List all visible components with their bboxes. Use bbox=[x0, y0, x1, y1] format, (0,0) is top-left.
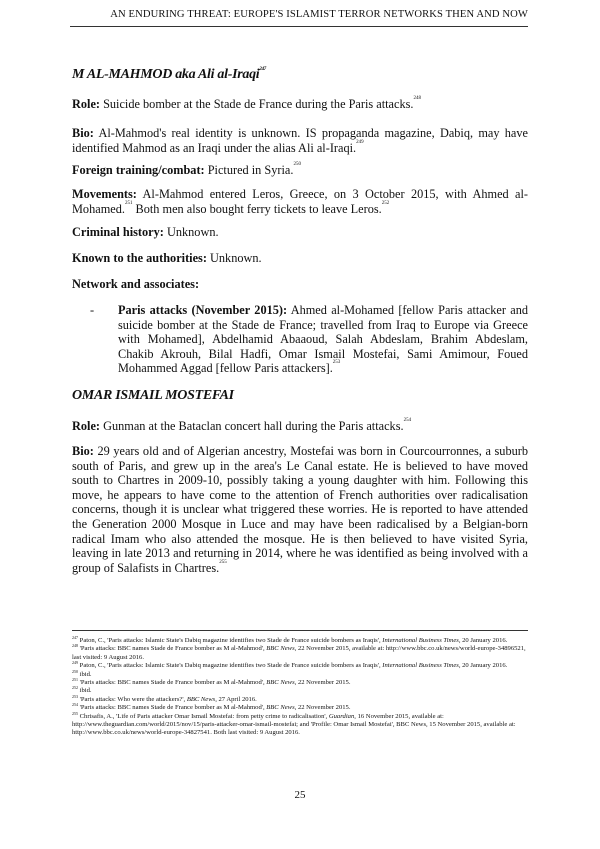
footnote-text: , 20 January 2016. bbox=[458, 662, 508, 670]
footnote-text: Paton, C., 'Paris attacks: Islamic State's Dabiq magazine identifies two Stade de France suicide bombers as Iraqis', bbox=[78, 637, 383, 644]
footnote-number: 255 bbox=[72, 710, 78, 716]
network-label: Network and associates: bbox=[72, 277, 200, 291]
role-label: Role: bbox=[72, 419, 100, 433]
footnote-source: BBC News bbox=[266, 645, 295, 653]
footnote-ref[interactable]: 253 bbox=[332, 360, 341, 366]
role-text: Gunman at the Bataclan concert hall during the Paris attacks. bbox=[100, 419, 404, 433]
footnote-text: 'Paris attacks: Who were the attackers?', bbox=[78, 695, 187, 703]
footnote-number: 248 bbox=[72, 643, 78, 649]
footnote-text: , 22 November 2015. bbox=[294, 679, 351, 687]
footnote-text: ibid. bbox=[78, 670, 92, 678]
footnote-text: ibid. bbox=[78, 687, 92, 695]
footnote bbox=[72, 693, 528, 704]
movements-text: Al-Mahmod entered Leros, Greece, on 3 October 2015, with Ahmed al-Mohamed. bbox=[72, 187, 528, 216]
footnote-text: , 27 April 2016. bbox=[215, 695, 257, 703]
footnote-ref[interactable]: 250 bbox=[293, 162, 301, 167]
footnote-text: , 22 November 2015, available at: http://www.bbc.co.uk/news/world-europe-34896521, last visited: 9 August 2016. bbox=[72, 645, 526, 661]
footnote-number: 254 bbox=[72, 702, 78, 708]
training-paragraph bbox=[72, 163, 528, 178]
footnote bbox=[72, 710, 528, 738]
footnote-source: International Business Times bbox=[382, 662, 459, 670]
footnote bbox=[72, 679, 528, 687]
bullet-dash: - bbox=[90, 303, 95, 317]
footnote-number: 250 bbox=[72, 668, 78, 674]
footnote-number: 247 bbox=[72, 635, 78, 640]
criminal-paragraph bbox=[72, 225, 528, 240]
footnote bbox=[72, 687, 528, 695]
list-item bbox=[72, 303, 528, 376]
footnote-text: 'Paris attacks: BBC names Stade de France bomber as M al-Mahmod', bbox=[78, 679, 267, 687]
bio-paragraph bbox=[72, 444, 528, 575]
footnote-source: BBC News bbox=[266, 679, 295, 687]
footnote-ref[interactable]: 254 bbox=[403, 418, 412, 423]
footnote-text: 'Paris attacks: BBC names Stade de France bomber as M al-Mahmod', bbox=[78, 704, 267, 712]
criminal-text: Unknown. bbox=[163, 225, 219, 239]
role-paragraph bbox=[72, 97, 528, 112]
known-text: Unknown. bbox=[206, 251, 262, 265]
role-paragraph bbox=[72, 419, 528, 434]
bullet-text: Ahmed al-Mohamed [fellow Paris attacker and suicide bomber at the Stade de France; travelled from Iraq to Europe via Greece with Mohamed], Abdelhamid Abaaoud, Salah Abdeslam, Brahim Abdeslam, Chakib Akrouh, Bilal Hadfi, Omar Ismail Mostefai, Sami Amimour, Foued Mohammed Aggad [fellow Paris attackers]. bbox=[118, 303, 528, 376]
footnote-source: International Business Times bbox=[382, 637, 459, 644]
footnote-text: , 16 November 2015, available at: http://www.theguardian.com/world/2015/nov/15/paris-attacker-omar-ismail-mostefai; and 'Profile: Omar Ismail Mostefai', BBC News, 15 November 2015, available at: http://www.bbc.co.uk/news/world-europe-34827541. Both last visited: 9 August 2016. bbox=[72, 712, 516, 737]
bio-paragraph bbox=[72, 126, 528, 155]
footnote-source: BBC News bbox=[266, 704, 295, 712]
footnote-number: 253 bbox=[72, 693, 78, 699]
footnote-ref[interactable]: 251 bbox=[124, 200, 133, 206]
footnote-source: BBC News bbox=[186, 695, 216, 703]
section-heading-mostefai: OMAR ISMAIL MOSTEFAI bbox=[72, 388, 234, 403]
footnote-ref[interactable]: 247 bbox=[259, 67, 266, 72]
footnote bbox=[72, 704, 528, 712]
role-text: Suicide bomber at the Stade de France during the Paris attacks. bbox=[100, 97, 414, 111]
footnote-source: Guardian bbox=[328, 712, 355, 720]
page-number: 25 bbox=[294, 789, 306, 801]
known-paragraph bbox=[72, 251, 528, 266]
movements-paragraph bbox=[72, 187, 528, 216]
role-label: Role: bbox=[72, 97, 100, 111]
footnote-ref[interactable]: 248 bbox=[413, 96, 421, 101]
movements-label: Movements: bbox=[72, 187, 137, 201]
footnote-separator bbox=[72, 630, 528, 631]
footnote-number: 251 bbox=[72, 677, 78, 683]
footnote-number: 252 bbox=[72, 685, 78, 691]
footnote-text: Paton, C., 'Paris attacks: Islamic State's Dabiq magazine identifies two Stade de France suicide bombers as Iraqis', bbox=[78, 662, 383, 670]
bullet-label: Paris attacks (November 2015): bbox=[118, 303, 288, 317]
criminal-label: Criminal history: bbox=[72, 225, 164, 239]
footnote bbox=[72, 645, 528, 662]
training-text: Pictured in Syria. bbox=[204, 163, 294, 177]
footnote-ref[interactable]: 249 bbox=[356, 139, 364, 145]
footnote-ref[interactable]: 255 bbox=[219, 559, 227, 565]
footnote-number: 249 bbox=[72, 660, 78, 666]
network-heading bbox=[72, 277, 528, 292]
section-heading-al-mahmod bbox=[72, 68, 528, 83]
running-header: AN ENDURING THREAT: EUROPE'S ISLAMIST TERROR NETWORKS THEN AND NOW bbox=[110, 9, 528, 20]
footnote-text: , 20 January 2016. bbox=[458, 637, 508, 644]
known-label: Known to the authorities: bbox=[72, 251, 207, 265]
footnote-text: Chrisafis, A., 'Life of Paris attacker Omar Ismail Mostefai: from petty crime to radicalisation', bbox=[78, 712, 329, 720]
movements-text: Both men also bought ferry tickets to leave Leros. bbox=[132, 201, 382, 216]
heading-text: M AL-MAHMOD aka Ali al-Iraqi bbox=[72, 67, 260, 82]
bio-label: Bio: bbox=[72, 444, 94, 458]
footnote bbox=[72, 668, 528, 679]
bio-label: Bio: bbox=[72, 126, 94, 140]
bio-text: 29 years old and of Algerian ancestry, Mostefai was born in Courcourronnes, a suburb south of Paris, and grew up in the area's Le Canal estate. He is believed to have moved south to Chartres in 2009-10, possibly taking a young daughter with him. Following this move, he appears to have come to the attention of French authorities over radicalisation concerns, though it is unclear what triggered these worries. He is reported to have attended the Generation 2000 Mosque in Luce and may have been radicalised by a Belgian-born radical Imam who also attended the mosque. He is then believed to have visited Syria, leaving in late 2013 and returning in 2014, where he was identified as being involved with a group of Salafists in Chartres. bbox=[72, 444, 528, 575]
footnote bbox=[72, 662, 528, 670]
footnotes bbox=[72, 637, 528, 738]
header-rule bbox=[70, 26, 528, 27]
footnote-text: 'Paris attacks: BBC names Stade de France bomber as M al-Mahmod', bbox=[78, 645, 267, 653]
footnote-text: , 22 November 2015. bbox=[294, 704, 351, 712]
footnote bbox=[72, 637, 528, 645]
footnote-ref[interactable]: 252 bbox=[381, 200, 390, 206]
bio-text: Al-Mahmod's real identity is unknown. IS propaganda magazine, Dabiq, may have identified Mahmod as an Iraqi under the alias Ali al-Iraqi. bbox=[72, 126, 528, 155]
training-label: Foreign training/combat: bbox=[72, 163, 205, 177]
